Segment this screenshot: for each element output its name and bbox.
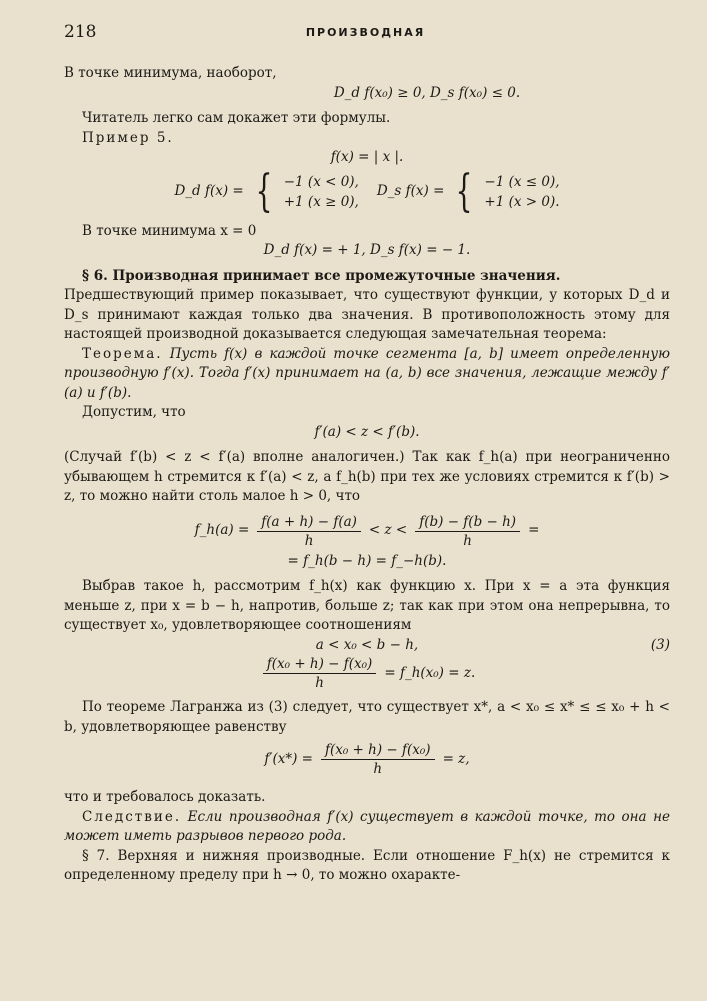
piecewise-right bbox=[376, 165, 560, 217]
theorem bbox=[64, 345, 670, 404]
formula-text: D_d f(x₀) ≥ 0, D_s f(x₀) ≤ 0. bbox=[333, 84, 521, 101]
formula bbox=[64, 423, 670, 443]
denominator: h bbox=[315, 675, 324, 691]
page-body bbox=[64, 64, 670, 886]
denominator: h bbox=[463, 532, 472, 549]
formula-text: f′(x*) = bbox=[264, 750, 313, 767]
text-line: что и требовалось доказать. bbox=[64, 789, 266, 805]
example-label-text: Пример 5. bbox=[82, 129, 174, 146]
text-line: В точке минимума x = 0 bbox=[82, 222, 257, 239]
brace-symbol: { bbox=[456, 165, 473, 217]
text-line: Читатель легко сам докажет эти формулы. bbox=[82, 110, 391, 126]
theorem-label: Теорема. bbox=[82, 345, 163, 362]
formula bbox=[64, 741, 670, 778]
fraction bbox=[415, 513, 520, 550]
piecewise-formula bbox=[64, 165, 670, 217]
formula-text: D_s f(x) = bbox=[376, 182, 445, 199]
formula-text: = bbox=[528, 522, 540, 539]
cases bbox=[484, 172, 559, 212]
section-heading: § 6. Производная принимает все промежуточные значения. bbox=[82, 267, 561, 284]
corollary-label: Следствие. bbox=[82, 808, 182, 825]
denominator: h bbox=[373, 761, 383, 777]
fraction bbox=[257, 513, 361, 550]
formula bbox=[64, 241, 670, 261]
corollary-text: Если производная f′(x) существует в каждой точке, то она не может иметь разрывов первого рода. bbox=[64, 808, 670, 844]
formula-text: D_d f(x) = + 1, D_s f(x) = − 1. bbox=[263, 242, 471, 258]
text-line: В точке минимума, наоборот, bbox=[64, 65, 277, 81]
formula bbox=[64, 84, 670, 104]
case-line: −1 (x ≤ 0), bbox=[484, 173, 560, 190]
example-label bbox=[64, 129, 670, 149]
case-line: −1 (x < 0), bbox=[283, 173, 359, 190]
text-line: Допустим, что bbox=[82, 404, 186, 420]
formula-text: = f_h(b − h) = f_−h(b). bbox=[287, 552, 447, 569]
fraction bbox=[321, 741, 435, 778]
formula-text: D_d f(x) = bbox=[174, 182, 244, 199]
piecewise-left bbox=[174, 165, 359, 217]
numerator: f(a + h) − f(a) bbox=[257, 513, 361, 532]
fraction bbox=[263, 655, 377, 692]
formula bbox=[64, 513, 670, 550]
formula bbox=[64, 655, 670, 692]
numerator: f(x₀ + h) − f(x₀) bbox=[321, 741, 435, 760]
formula-text: < z < bbox=[368, 522, 408, 539]
formula-text: f′(a) < z < f′(b). bbox=[314, 423, 420, 440]
page-number: 218 bbox=[64, 22, 97, 42]
formula bbox=[64, 552, 670, 572]
formula-text: f(x) = | x |. bbox=[330, 149, 404, 165]
denominator: h bbox=[304, 532, 314, 549]
paragraph: Выбрав такое h, рассмотрим f_h(x) как функцию x. При x = a эта функция меньше z, при x = b − h, напротив, больше z; так как при этом она непрерывна, то существует x₀, удовлетворяющее соотношениям bbox=[64, 578, 670, 633]
brace-symbol: { bbox=[255, 165, 273, 217]
running-head: ПРОИЗВОДНАЯ bbox=[305, 26, 426, 39]
formula bbox=[64, 148, 670, 168]
page-header bbox=[64, 22, 667, 48]
formula bbox=[64, 636, 670, 656]
formula-text: = z, bbox=[442, 750, 470, 767]
paragraph: По теореме Лагранжа из (3) следует, что существует x*, a < x₀ ≤ x* ≤ ≤ x₀ + h < b, удовлетворяющее равенству bbox=[64, 699, 670, 735]
case-line: +1 (x > 0). bbox=[484, 193, 560, 210]
formula-text: f_h(a) = bbox=[194, 522, 250, 539]
numerator: f(b) − f(b − h) bbox=[415, 513, 520, 532]
numerator: f(x₀ + h) − f(x₀) bbox=[263, 655, 377, 674]
paragraph: (Случай f′(b) < z < f′(a) вполне аналогичен.) Так как f_h(a) при неограниченно убывающем h стремится к f′(a) < z, а f_h(b) при тех же условиях стремится к f′(b) > z, то можно найти столь малое h > 0, что bbox=[64, 449, 670, 504]
formula-text: a < x₀ < b − h, bbox=[315, 636, 419, 653]
equation-number: (3) bbox=[650, 636, 670, 653]
case-line: +1 (x ≥ 0), bbox=[283, 193, 359, 210]
paragraph: Предшествующий пример показывает, что существуют функции, у которых D_d и D_s принимают каждая только два значения. В противоположность этому для настоящей производной доказывается следующая замечательная теорема: bbox=[64, 287, 670, 342]
paragraph: § 7. Верхняя и нижняя производные. Если отношение F_h(x) не стремится к определенному пределу при h → 0, то можно охаракте- bbox=[64, 847, 670, 883]
corollary bbox=[64, 808, 670, 847]
formula-text: = f_h(x₀) = z. bbox=[384, 664, 476, 681]
theorem-text: Пусть f(x) в каждой точке сегмента [a, b] имеет определенную производную f′(x). Тогда f′(x) принимает на (a, b) все значения, лежащие между f′(a) и f′(b). bbox=[64, 345, 671, 401]
cases bbox=[284, 172, 359, 212]
